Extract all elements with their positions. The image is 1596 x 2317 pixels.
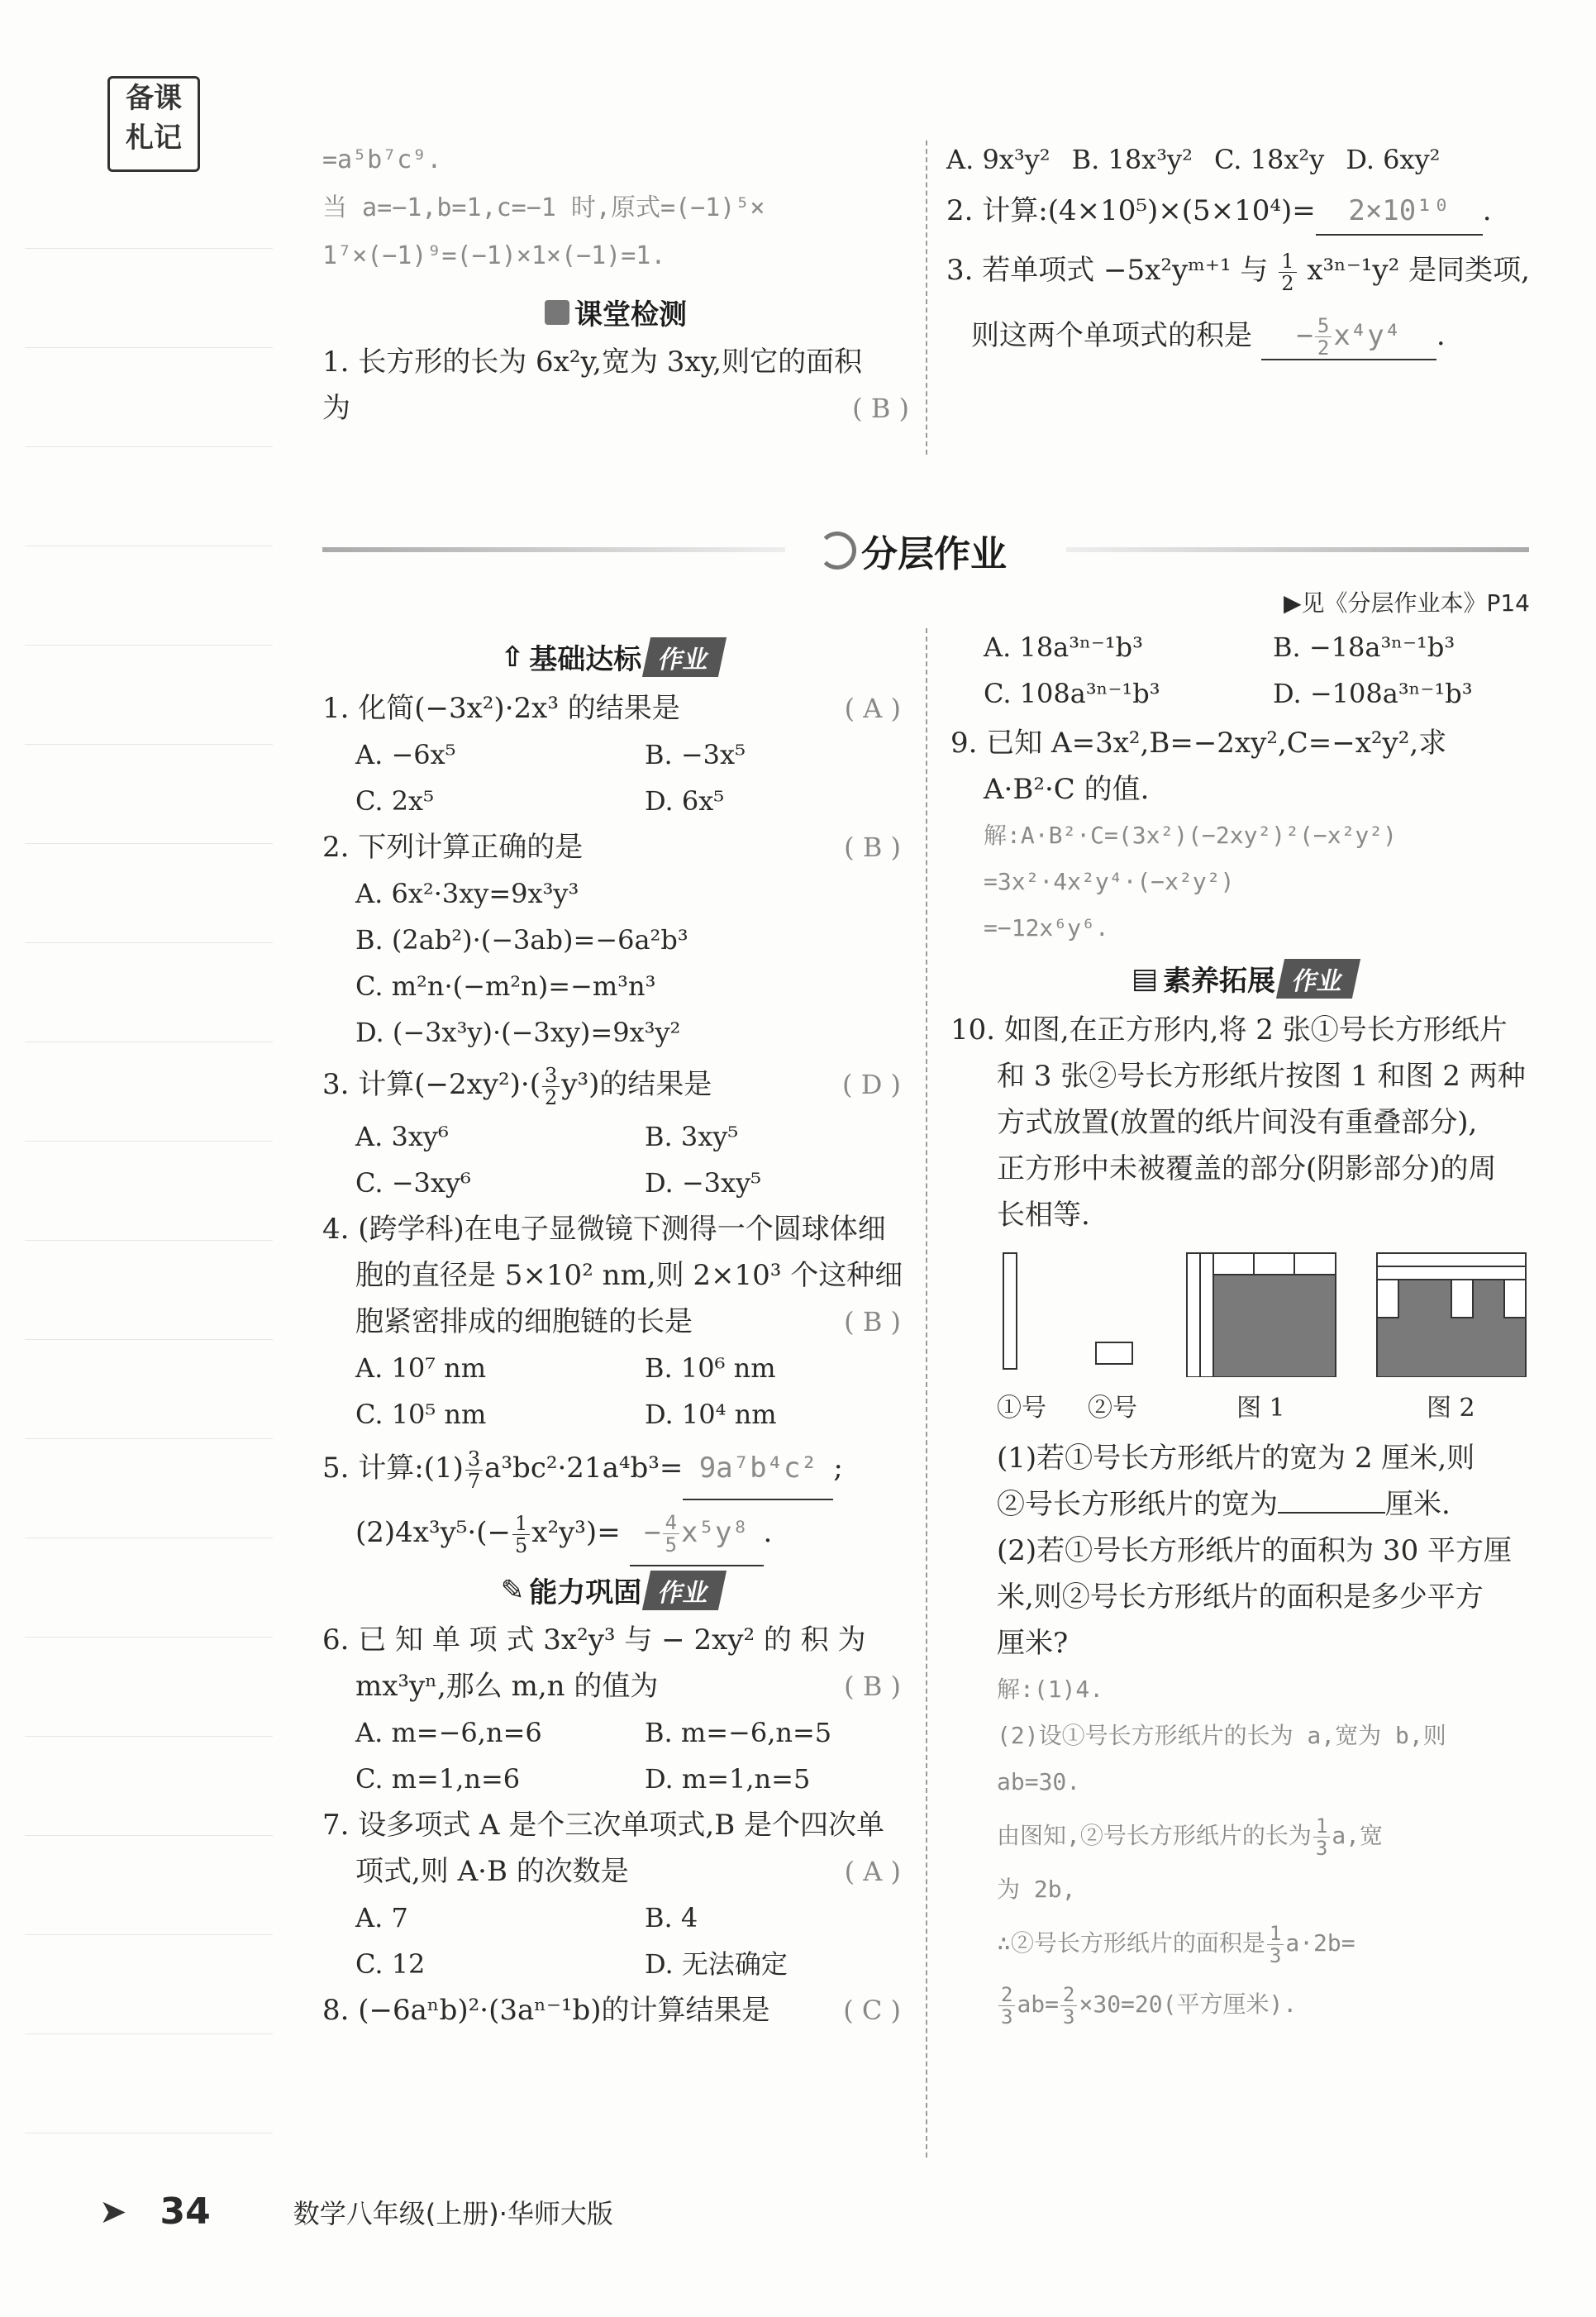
ability-heading: [322, 1570, 901, 1610]
q3-answer-frac: [1315, 315, 1332, 359]
q8-options: [950, 624, 1537, 717]
q9-line2: A·B²·C 的值.: [984, 773, 1150, 806]
q4-option-d: D. 10⁴ nm: [645, 1399, 777, 1430]
option-c: C. 18x²y: [1213, 144, 1325, 175]
right-column: [950, 624, 1537, 2035]
q5-frac2: [512, 1513, 530, 1557]
option-b: B. 18x³y²: [1071, 144, 1193, 175]
q10-sub2c: 厘米?: [997, 1627, 1069, 1660]
q2-option-c: C. m²n·(−m²n)=−m³n³: [355, 970, 656, 1002]
strip-1: [1003, 1253, 1017, 1369]
fig-label-4: 图 2: [1427, 1394, 1475, 1423]
q5-part2: (2)4x³y⁵·(− $\frac{1}{5}$ x²y³)= − $\frac{4}{5}$ x⁵y⁸ .: [322, 1500, 901, 1566]
layered-homework-banner: [322, 521, 1529, 579]
q1-option-c: C. 2x⁵: [355, 785, 434, 817]
q3-option-d: D. −3xy⁵: [645, 1167, 761, 1199]
q6-line2: mx³yⁿ,那么 m,n 的值为: [355, 1670, 659, 1703]
class-test-q2-text: 2. 计算:(4×10⁵)×(5×10⁴)=: [946, 194, 1316, 227]
q10-sol6-num: 1: [1267, 1923, 1284, 1945]
q3-text-a: 3. 计算(−2xy²)·(: [322, 1068, 541, 1101]
q1-option-d: D. 6x⁵: [645, 785, 725, 817]
q9-solution-3: =−12x⁶y⁶.: [984, 914, 1109, 942]
q4-line2: 胞的直径是 5×10² nm,则 2×10³ 个这种细: [355, 1259, 903, 1292]
grid-icon: ▤: [1131, 961, 1159, 995]
prev-solution-line2: 当 a=−1,b=1,c=−1 时,原式=(−1)⁵×: [322, 193, 765, 222]
q3-options: [322, 1113, 901, 1206]
q2-options: [322, 870, 901, 1056]
q7-answer: ( A ): [844, 1856, 901, 1887]
q10-sub1-wrap: [997, 1481, 1537, 1528]
expand-heading: [950, 958, 1537, 999]
q4-line3-wrap: [322, 1299, 901, 1345]
q10-sol7a: ab=: [1017, 1990, 1060, 2018]
q4-option-b: B. 10⁶ nm: [645, 1352, 776, 1384]
q5-text-a: 5. 计算:(1): [322, 1452, 464, 1485]
q10-subquestions: [950, 1435, 1537, 2035]
ability-tag: 作业: [642, 1571, 727, 1610]
q8-option-d: D. −108a³ⁿ⁻¹b³: [1273, 678, 1473, 709]
q3-answer-den: 2: [1317, 336, 1330, 360]
q3-frac-den: 2: [1281, 271, 1294, 295]
class-test-q1: [322, 339, 909, 385]
q8-option-b: B. −18a³ⁿ⁻¹b³: [1273, 632, 1455, 663]
q10-sol7: [997, 1974, 1537, 2035]
q8-answer: ( C ): [843, 1995, 901, 2026]
q4-answer: ( B ): [844, 1306, 901, 1337]
q10-line1: 10. 如图,在正方形内,将 2 张①号长方形纸片: [950, 1013, 1508, 1046]
fig-label-2: ②号: [1088, 1394, 1137, 1423]
q5-answer2: [630, 1500, 764, 1566]
q6-line2-wrap: [322, 1663, 901, 1709]
q5-answer2-num: 4: [663, 1512, 679, 1534]
q2-option-d: D. (−3x³y)·(−3xy)=9x³y²: [355, 1017, 681, 1048]
q10-sub1b: ②号长方形纸片的宽为: [997, 1488, 1278, 1521]
class-test-q1-cont: [322, 385, 909, 431]
q3-den: 2: [544, 1085, 558, 1109]
banner-title: 分层作业: [861, 533, 1007, 575]
q4-options: [322, 1345, 901, 1437]
ability-title: 能力巩固: [529, 1576, 642, 1609]
q2-option-b: B. (2ab²)·(−3ab)=−6a²b³: [355, 924, 688, 956]
q7-option-b: B. 4: [645, 1902, 698, 1933]
class-test-q3: [946, 247, 1541, 294]
q9-solution-2: =3x²·4x²y⁴·(−x²y²): [984, 868, 1235, 895]
q2: [322, 824, 901, 870]
q5-frac2-num: 1: [512, 1513, 530, 1535]
q3-text2: 则这两个单项式的积是: [971, 318, 1252, 352]
q10-sub2a: (2)若①号长方形纸片的面积为 30 平方厘: [997, 1534, 1513, 1567]
banner-right-stroke: [1066, 547, 1529, 552]
strip-2: [1096, 1342, 1132, 1364]
q1-option-a: A. −6x⁵: [355, 739, 456, 770]
q2-answer: ( B ): [844, 832, 901, 863]
fig-label-3: 图 1: [1236, 1394, 1285, 1423]
q3-text-a: 3. 若单项式 −5x²yᵐ⁺¹ 与: [946, 254, 1269, 287]
q3-answer-num: 5: [1315, 315, 1332, 337]
q5-part1: 5. 计算:(1) $\frac{3}{7}$ a³bc²·21a⁴b³= 9a⁷b⁴c² ;: [322, 1437, 901, 1500]
q2-text: 2. 下列计算正确的是: [322, 831, 584, 864]
banner-left-stroke: [322, 547, 785, 552]
q6-option-a: A. m=−6,n=6: [355, 1717, 542, 1748]
q10-sol1: 解:(1)4.: [997, 1676, 1104, 1703]
q10-sol4b: a,宽: [1332, 1822, 1384, 1849]
q10-sol7-den1: 3: [1001, 2005, 1013, 2029]
seal-line2: 札记: [126, 122, 182, 155]
q10-sol5: 为 2b,: [997, 1876, 1076, 1903]
q3-option-b: B. 3xy⁵: [645, 1121, 739, 1152]
footer-arrow-icon: ➤: [99, 2192, 127, 2231]
q1-answer: ( A ): [844, 693, 901, 724]
q10-sol3: ab=30.: [997, 1768, 1081, 1795]
q7-option-d: D. 无法确定: [645, 1948, 788, 1980]
q10-sol7-num2: 2: [1060, 1984, 1077, 2006]
banner-swirl-icon: [818, 532, 856, 570]
q7-options: [322, 1895, 901, 1987]
q5-answer2-den: 5: [665, 1533, 678, 1557]
q6-answer: ( B ): [844, 1671, 901, 1702]
q10-sol4-num: 1: [1313, 1815, 1330, 1838]
banner-title-wrap: [818, 524, 1007, 577]
class-test-title: 课堂检测: [574, 298, 687, 331]
q7-line1: 7. 设多项式 A 是个三次单项式,B 是个四次单: [322, 1809, 885, 1842]
class-test-q2: 2. 计算:(4×10⁵)×(5×10⁴)= 2×10¹⁰ .: [946, 188, 1541, 236]
q3-answer-sign: −: [1296, 318, 1313, 352]
homework-reference: ▶见《分层作业本》P14: [1283, 589, 1530, 617]
q10-sol4-frac: [1313, 1815, 1330, 1859]
q10-sol7-den2: 3: [1063, 2005, 1075, 2029]
pen-icon: ✎: [500, 1573, 525, 1607]
q5-frac1-den: 7: [467, 1469, 481, 1493]
q10-sol4-den: 3: [1315, 1836, 1328, 1860]
basic-title: 基础达标: [529, 643, 642, 676]
prev-solution-line3: 1⁷×(−1)⁹=(−1)×1×(−1)=1.: [322, 241, 666, 270]
q10-sub2b: 米,则②号长方形纸片的面积是多少平方: [997, 1580, 1484, 1614]
q10-sub1a: (1)若①号长方形纸片的宽为 2 厘米,则: [997, 1442, 1475, 1475]
q4-line1: 4. (跨学科)在电子显微镜下测得一个圆球体细: [322, 1213, 886, 1246]
q5-frac1: [465, 1448, 483, 1492]
notes-seal: [107, 76, 200, 172]
basic-heading: [322, 636, 901, 677]
q3-text-b: y³)的结果是: [561, 1068, 712, 1101]
top-right-block: [946, 136, 1541, 360]
q8-option-c: C. 108a³ⁿ⁻¹b³: [984, 678, 1160, 709]
q3-answer-rest: x⁴y⁴: [1333, 318, 1402, 352]
class-test-q3-cont: 则这两个单项式的积是 − $\frac{5}{2}$ x⁴y⁴ .: [971, 313, 1446, 360]
q6-option-d: D. m=1,n=5: [645, 1763, 811, 1795]
q4-option-a: A. 10⁷ nm: [355, 1352, 487, 1384]
q3-option-a: A. 3xy⁶: [355, 1121, 449, 1152]
q4-line3: 胞紧密排成的细胞链的长是: [355, 1305, 693, 1338]
footer: [99, 2191, 613, 2233]
option-d: D. 6xy²: [1346, 144, 1441, 175]
q8: [322, 1987, 901, 2033]
q5-text-d: x²y³)=: [531, 1516, 621, 1549]
seal-line1: 备课: [126, 82, 182, 115]
q10-sol2: (2)设①号长方形纸片的长为 a,宽为 b,则: [997, 1722, 1446, 1749]
q6-options: [322, 1709, 901, 1802]
q3-text-b: x³ⁿ⁻¹y² 是同类项,: [1307, 254, 1530, 287]
q7-line2: 项式,则 A·B 的次数是: [355, 1855, 629, 1888]
q6-line1: 6. 已 知 单 项 式 3x²y³ 与 − 2xy² 的 积 为: [322, 1623, 866, 1657]
q3-answer: [1261, 312, 1436, 360]
q10-sol7-frac2: [1060, 1984, 1077, 2028]
q7-option-c: C. 12: [355, 1948, 426, 1980]
q1-options: [322, 732, 901, 824]
q3-option-c: C. −3xy⁶: [355, 1167, 471, 1199]
q6-option-b: B. m=−6,n=5: [645, 1717, 832, 1748]
q10-sol7b: ×30=20(平方厘米).: [1079, 1990, 1298, 2018]
q1: [322, 685, 901, 732]
top-left-block: [322, 136, 909, 431]
q3-num: 3: [542, 1065, 560, 1087]
q10-sol6-den: 3: [1269, 1943, 1282, 1967]
q3-frac-num: 1: [1279, 250, 1296, 273]
q7-option-a: A. 7: [355, 1902, 408, 1933]
q6-option-c: C. m=1,n=6: [355, 1763, 521, 1795]
class-test-q1-options: [946, 136, 1541, 183]
class-test-heading: [322, 292, 909, 332]
figure-1: [1187, 1253, 1336, 1377]
q10-sub1c: 厘米.: [1385, 1488, 1451, 1521]
q5-answer2-rest: x⁵y⁸: [681, 1516, 749, 1549]
q5-answer1: 9a⁷b⁴c²: [683, 1437, 833, 1500]
q1-text: 1. 化简(−3x²)·2x³ 的结果是: [322, 692, 680, 725]
class-test-q1-text2: 为: [322, 392, 350, 425]
q10-sol4: [997, 1805, 1537, 1866]
q8-option-a: A. 18a³ⁿ⁻¹b³: [984, 632, 1143, 663]
top-column-divider: [926, 141, 927, 455]
left-column: [322, 636, 901, 2033]
q10-sol6-frac: [1267, 1923, 1284, 1967]
q10-sol6a: ∴②号长方形纸片的面积是: [997, 1929, 1265, 1957]
prev-solution-line1: =a⁵b⁷c⁹.: [322, 145, 442, 174]
q10-figure-svg: [997, 1245, 1542, 1377]
q10-sol6b: a·2b=: [1285, 1929, 1355, 1957]
q5-frac1-num: 3: [465, 1448, 483, 1471]
q3-fraction: [542, 1065, 560, 1108]
q5-frac2-den: 5: [515, 1533, 528, 1557]
q10-sol6: [997, 1913, 1537, 1974]
q10-figure: [997, 1245, 1537, 1435]
q5-answer2-sign: −: [644, 1516, 661, 1549]
figure-2: [1377, 1253, 1526, 1377]
q10-sol4a: 由图知,②号长方形纸片的长为: [997, 1822, 1312, 1849]
q7-line2-wrap: [322, 1848, 901, 1895]
class-test-q2-answer: 2×10¹⁰: [1316, 188, 1483, 236]
up-arrow-icon: ⇧: [500, 640, 525, 674]
q5-text-c: (2)4x³y⁵·(−: [355, 1516, 511, 1549]
fig-label-1: ①号: [997, 1394, 1046, 1423]
basic-tag: 作业: [642, 637, 727, 677]
q8-text: 8. (−6aⁿb)²·(3aⁿ⁻¹b)的计算结果是: [322, 1994, 770, 2027]
expand-title: 素养拓展: [1163, 965, 1276, 998]
q9-solution-1: 解:A·B²·C=(3x²)(−2xy²)²(−x²y²): [984, 822, 1398, 849]
q10-line3: 方式放置(放置的纸片间没有重叠部分),: [997, 1106, 1478, 1139]
q5-answer2-frac: [663, 1512, 679, 1556]
option-a: A. 9x³y²: [946, 144, 1051, 175]
class-test-q1-text: 1. 长方形的长为 6x²y,宽为 3xy,则它的面积: [322, 346, 863, 379]
q10-line4: 正方形中未被覆盖的部分(阴影部分)的周: [997, 1152, 1497, 1185]
q10-sub1-blank: [1278, 1512, 1385, 1514]
book-title: 数学八年级(上册)·华师大版: [293, 2197, 613, 2229]
class-test-q1-answer: ( B ): [852, 393, 909, 424]
q10-sol7-frac1: [998, 1984, 1015, 2028]
q3-answer: ( D ): [842, 1069, 901, 1100]
q3: [322, 1056, 901, 1113]
page-number: 34: [160, 2191, 211, 2233]
q4-option-c: C. 10⁵ nm: [355, 1399, 487, 1430]
pencil-icon: [545, 300, 569, 325]
q10-line5: 长相等.: [997, 1199, 1090, 1232]
q1-option-b: B. −3x⁵: [645, 739, 746, 770]
q2-option-a: A. 6x²·3xy=9x³y³: [355, 878, 579, 909]
q5-text-b: a³bc²·21a⁴b³=: [484, 1452, 684, 1485]
q9-line1: 9. 已知 A=3x²,B=−2xy²,C=−x²y²,求: [950, 727, 1447, 760]
expand-tag: 作业: [1276, 959, 1360, 999]
q10-line2: 和 3 张②号长方形纸片按图 1 和图 2 两种: [997, 1060, 1526, 1093]
q3-fraction: [1279, 250, 1296, 294]
q10-sol7-num1: 2: [998, 1984, 1015, 2006]
